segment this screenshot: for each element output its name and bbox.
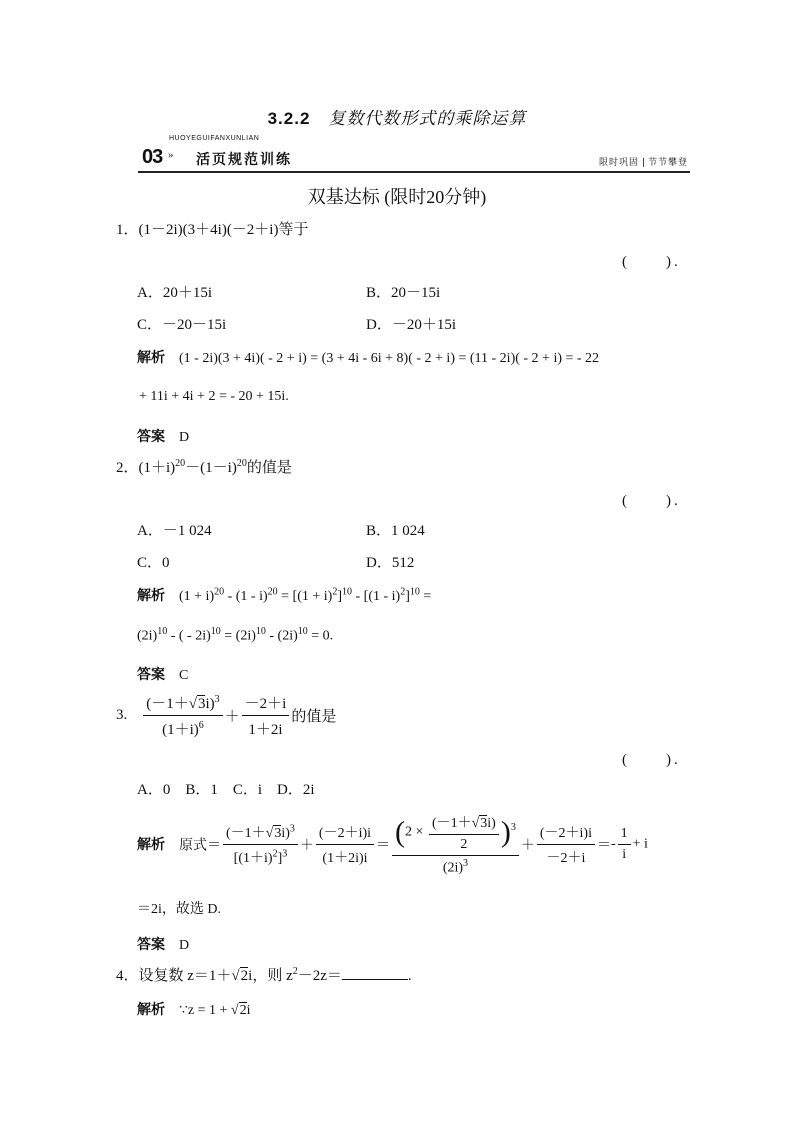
q3-sol-frac-2 — [316, 822, 374, 867]
q3-id: 2 — [460, 837, 468, 852]
q3-sexp2: 2 — [272, 848, 278, 860]
header-divider — [643, 158, 644, 167]
q2-stem — [116, 456, 292, 477]
page-title — [0, 104, 794, 129]
q3-number: 3. — [116, 707, 128, 723]
q3-sol-frac-5 — [618, 826, 631, 863]
q3-tail: 的值是 — [291, 709, 337, 725]
q4-stem-b: i，则 z — [248, 968, 293, 984]
q4-jiexi-label: 解析 — [137, 1002, 165, 1018]
q1-option-b: B．20－15i — [366, 285, 441, 301]
q2-s2-exp4: 10 — [297, 626, 308, 637]
q2-s1-exp1: 20 — [214, 586, 225, 598]
q2-solution-line2 — [137, 626, 333, 645]
q3-stem — [116, 692, 336, 739]
q3-answer-value: D — [179, 938, 190, 953]
q3-splus1: ＋ — [299, 838, 314, 854]
q3-inner-frac: $\frac{(-1+√3i)}{2}$ — [429, 812, 499, 853]
q3-sd4: －2＋i — [546, 850, 586, 866]
q2-stem-a: 2．(1＋i) — [116, 460, 176, 476]
q3-daan-label: 答案 — [137, 937, 165, 953]
q3-yuanshi: 原式＝ — [179, 838, 221, 854]
q3-sol-frac-1: $\frac{(-1+√3i)^3}{[(1+i)^2]^3}$ — [223, 822, 298, 867]
q1-option-d: D．－20＋15i — [366, 317, 457, 333]
q3-sn1c: i) — [281, 825, 290, 841]
q1-solution-line2: + 11i + 4i + 2 = - 20 + 15i. — [139, 389, 289, 404]
q3-paren: ( ). — [622, 752, 681, 768]
q3-n1b: 3 — [197, 696, 206, 712]
header-right — [599, 155, 688, 168]
q1-jiexi-label: 解析 — [137, 350, 165, 366]
q3-plus: ＋ — [224, 709, 240, 725]
q1-answer — [137, 426, 189, 446]
q2-s2-exp2: 10 — [210, 626, 221, 637]
q3-d1: (1＋i) — [162, 722, 199, 738]
header-code: 03 — [142, 146, 163, 168]
q3-in1b: 3 — [480, 816, 488, 831]
q3-tail2: + i — [632, 836, 648, 852]
q3-in1a: (－1＋ — [431, 816, 472, 831]
q1-option-c: C．－20－15i — [137, 317, 227, 333]
q3-fraction-1: $\frac{(-1+√3i)^3}{(1+i)^6}$ — [143, 692, 222, 739]
q3-solution-line2: ＝2i，故选 D. — [137, 902, 221, 917]
q3-two: 2 — [405, 824, 413, 840]
q3-solution-line1 — [137, 812, 648, 877]
q4-solution-line1: 解析 ∵z = 1 + √2i — [137, 1002, 251, 1018]
q3-sn4: (－2＋i)i — [537, 822, 595, 845]
q3-sn1b: 3 — [274, 825, 282, 841]
q2-s2-exp1: 10 — [157, 626, 168, 637]
q3-iexp3: 3 — [510, 822, 516, 834]
q1-answer-value: D — [179, 430, 190, 445]
q2-s2d: - (2i) — [265, 628, 298, 644]
q2-exp-2: 20 — [236, 458, 247, 469]
q2-paren: ( ). — [622, 493, 681, 509]
q2-s1-exp6: 10 — [409, 586, 420, 598]
title-number: 3.2.2 — [267, 109, 311, 128]
header-pinyin: HUOYEGUIFANXUNLIAN — [169, 135, 260, 142]
q2-s2-exp3: 10 — [255, 626, 266, 637]
q3-times: × — [415, 824, 424, 840]
q1-option-a: A．20＋15i — [137, 285, 213, 301]
q3-seq2: ＝ — [596, 838, 611, 854]
q3-options: A．0 B．1 C．i D．2i — [137, 782, 315, 798]
q2-s1e: - [(1 - i) — [352, 589, 401, 604]
q1-paren: ( ). — [622, 254, 681, 270]
q2-s1-exp2: 20 — [267, 586, 278, 598]
q2-option-a: A．－1 024 — [137, 523, 212, 539]
q3-in1c: i) — [487, 816, 496, 831]
q4-stem-c: －2z＝ — [297, 968, 342, 984]
q3-sd2: (1＋2i)i — [322, 850, 368, 866]
q2-stem-c: 的值是 — [246, 460, 292, 476]
header-right-a: 限时巩固 — [598, 158, 639, 168]
q3-minus: - — [610, 836, 616, 852]
q2-s1d: ] — [337, 589, 342, 604]
q2-option-b: B．1 024 — [366, 523, 425, 539]
q2-solution-line1 — [137, 585, 431, 605]
section-title: 双基达标 (限时20分钟) — [307, 187, 487, 207]
header-label: 活页规范训练 — [196, 152, 292, 168]
q2-option-d: D．512 — [366, 555, 415, 571]
q3-sd3: (2i) — [442, 860, 464, 876]
q2-exp-1: 20 — [175, 458, 186, 469]
q1-solution-line1 — [137, 347, 599, 367]
q4-sol-a: ∵z = 1 + — [179, 1003, 231, 1018]
q2-jiexi-label: 解析 — [137, 588, 165, 604]
q4-stem: 4．设复数 z＝1＋√2i，则 $z^2-2z=$ . — [116, 966, 412, 984]
q2-answer-value: C — [179, 668, 189, 683]
q2-s1-exp4: 10 — [342, 586, 352, 598]
q3-sd1: [(1＋i) — [233, 850, 273, 866]
q3-n2: －2＋i — [242, 692, 290, 716]
q2-s1a: (1 + i) — [179, 589, 215, 604]
q4-blank — [342, 965, 408, 980]
q3-sexp3: 3 — [289, 823, 295, 835]
q1-stem: 1．(1－2i)(3＋4i)(－2＋i)等于 — [116, 222, 309, 238]
q2-stem-b: －(1－i) — [185, 460, 237, 476]
q3-jiexi-label: 解析 — [137, 837, 165, 854]
q3-exp6: 6 — [198, 720, 204, 731]
q4-sol-b: 2 — [239, 1003, 247, 1018]
q3-answer — [137, 934, 189, 954]
q2-s2e: = 0. — [307, 628, 334, 644]
q3-sexp3b: 3 — [282, 848, 288, 860]
q2-s2c: = (2i) — [220, 628, 256, 644]
q3-n1a: (－1＋ — [146, 696, 189, 712]
header-rule — [138, 171, 690, 173]
q2-s1b: - (1 - i) — [224, 589, 268, 604]
q2-s2b: - ( - 2i) — [167, 628, 211, 644]
q1-daan-label: 答案 — [137, 429, 165, 445]
q2-s1-exp5: 2 — [400, 586, 406, 598]
q3-splus2: ＋ — [520, 838, 535, 854]
q3-sol-frac-4 — [537, 822, 595, 867]
q4-stem-d: . — [407, 968, 412, 984]
q2-s1g: = — [419, 589, 432, 604]
q2-option-c: C．0 — [137, 555, 170, 571]
q2-answer — [137, 664, 188, 684]
q3-seq: ＝ — [376, 838, 391, 854]
q4-stem-a: 4．设复数 z＝1＋ — [116, 968, 232, 984]
q3-sol-frac-3 — [392, 812, 519, 877]
q3-m1n: 1 — [618, 826, 631, 845]
q3-sexp3c: 3 — [463, 858, 469, 869]
q2-daan-label: 答案 — [137, 667, 165, 683]
q2-s1f: ] — [405, 589, 410, 604]
q3-exp3: 3 — [214, 694, 220, 705]
q4-sqrt: 2 — [240, 968, 249, 984]
q1-sol1: (1 - 2i)(3 + 4i)( - 2 + i) = (3 + 4i - 6i + 8)( - 2 + i) = (11 - 2i)( - 2 + i) = - 22 — [179, 351, 600, 366]
q3-m1d: i — [622, 846, 627, 862]
q3-sd1b: ] — [277, 850, 283, 866]
q3-sn2: (－2＋i)i — [316, 822, 374, 845]
q4-exp2: 2 — [292, 966, 298, 977]
header-right-b: 节节攀登 — [647, 158, 688, 168]
q2-s1c: = [(1 + i) — [277, 589, 333, 604]
section-header-band — [138, 133, 690, 173]
left-paren-icon: ( — [395, 815, 406, 849]
title-text: 复数代数形式的乘除运算 — [328, 109, 527, 129]
chevron-icon: » — [168, 149, 174, 161]
right-paren-icon: ) — [500, 815, 511, 849]
q3-n1c: i) — [205, 696, 215, 712]
q2-s2a: (2i) — [137, 628, 158, 644]
q3-fraction-2 — [242, 692, 290, 739]
q3-d2: 1＋2i — [248, 722, 283, 738]
q2-s1-exp3: 2 — [332, 586, 338, 598]
q4-sol-c: i — [246, 1003, 251, 1018]
q3-sn1a: (－1＋ — [226, 825, 266, 841]
